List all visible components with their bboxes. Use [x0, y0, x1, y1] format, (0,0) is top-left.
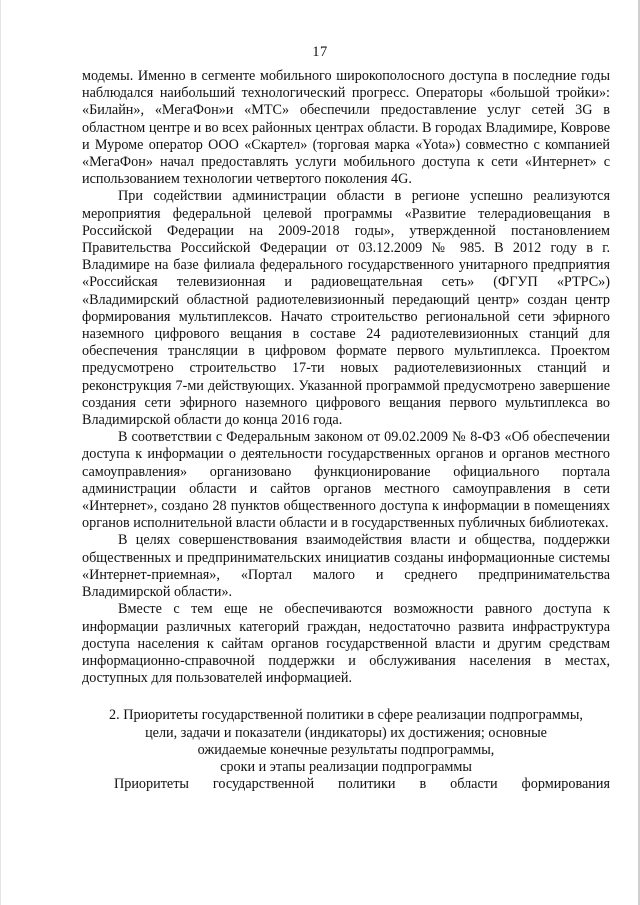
section-heading-line-4: сроки и этапы реализации подпрограммы: [220, 758, 472, 775]
paragraph-5: Вместе с тем еще не обеспечиваются возможности равного доступа к информации различных категорий граждан, недостаточно развита инфраструктура доступа населения к сайтам органов государственной власти и другим средствам информационно-справочной поддержки и обслуживания населения в местах, доступных для пользователей информацией.: [82, 601, 610, 687]
section-heading-line-2: цели, задачи и показатели (индикаторы) их достижения; основные: [145, 724, 547, 741]
paragraph-continuation: Приоритеты государственной политики в области формирования: [114, 776, 610, 793]
section-heading-line-3: ожидаемые конечные результаты подпрограммы,: [197, 741, 495, 758]
scan-edge-left: [0, 0, 1, 905]
section-heading-line-1: 2. Приоритеты государственной политики в сфере реализации подпрограммы,: [109, 707, 583, 724]
paragraph-3: В соответствии с Федеральным законом от 09.02.2009 № 8-ФЗ «Об обеспечении доступа к информации о деятельности государственных органов и органов местного самоуправления» организовано функционирование официального портала администрации области и сайтов органов местного самоуправления в сети «Интернет», создано 28 пунктов общественного доступа к информации в помещениях органов исполнительной власти области и в государственных публичных библиотеках.: [82, 429, 610, 532]
section-heading: [82, 707, 610, 776]
paragraph-4: В целях совершенствования взаимодействия власти и общества, поддержки общественных и предпринимательских инициатив созданы информационные системы «Интернет-приемная», «Портал малого и среднего предпринимательства Владимирской области».: [82, 532, 610, 601]
paragraph-1: модемы. Именно в сегменте мобильного широкополосного доступа в последние годы наблюдался наибольший технологический прогресс. Операторы «большой тройки»: «Билайн», «МегаФон»и «МТС» обеспечили предоставление услуг сетей 3G в областном центре и во всех районных центрах области. В городах Владимире, Коврове и Муроме оператор ООО «Скартел» (торговая марка «Yota») совместно с компанией «МегаФон» начал предоставлять услуги мобильного доступа к сети «Интернет» с использованием технологии четвертого поколения 4G.: [82, 68, 610, 188]
page-number: 17: [312, 44, 328, 60]
document-body: [82, 68, 610, 793]
paragraph-2: При содействии администрации области в регионе успешно реализуются мероприятия федеральной целевой программы «Развитие телерадиовещания в Российской Федерации на 2009-2018 годы», утвержденной постановлением Правительства Российской Федерации от 03.12.2009 № 985. В 2012 году в г. Владимире на базе филиала федерального государственного унитарного предприятия «Российская телевизионная и радиовещательная сеть» (ФГУП «РТРС») «Владимирский областной радиотелевизионный передающий центр» создан центр формирования мультиплексов. Начато строительство региональной сети эфирного наземного цифрового вещания в составе 24 радиотелевизионных станций для обеспечения трансляции в цифровом формате первого мультиплекса. Проектом предусмотрено строительство 17-ти новых радиотелевизионных станций и реконструкция 7-ми действующих. Указанной программой предусмотрено завершение создания сети эфирного наземного цифрового вещания первого мультиплекса во Владимирской области до конца 2016 года.: [82, 188, 610, 429]
